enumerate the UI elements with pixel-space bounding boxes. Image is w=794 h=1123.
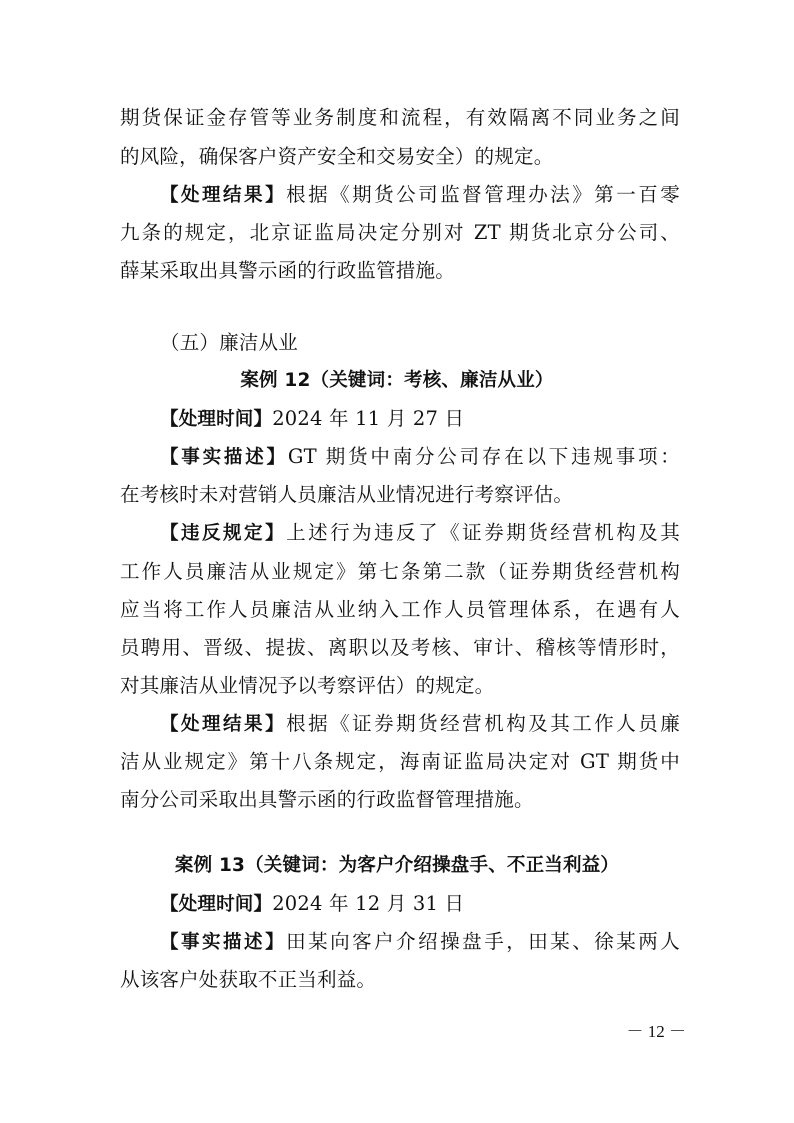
fact-text: GT 期货中南分公司存在以下违规事项： <box>287 445 680 468</box>
paragraph-line <box>160 183 680 208</box>
page-number: － 12 － <box>626 1022 686 1041</box>
fact-tag: 【事实描述】 <box>160 447 288 468</box>
case-13-time <box>160 892 680 917</box>
case-12-rule <box>160 521 680 546</box>
result-text: 根据《证券期货经营机构及其工作人员廉 <box>286 712 680 735</box>
paragraph-line: 工作人员廉洁从业规定》第七条第二款（证券期货经营机构 <box>120 560 680 583</box>
paragraph-line: 从该客户处获取不正当利益。 <box>120 968 377 991</box>
paragraph-line: 期货保证金存管等业务制度和流程，有效隔离不同业务之间 <box>120 106 680 129</box>
fact-tag: 【事实描述】 <box>160 932 287 953</box>
paragraph-line: 洁从业规定》第十八条规定，海南证监局决定对 GT 期货中 <box>120 750 680 773</box>
rule-text: 上述行为违反了《证券期货经营机构及其 <box>286 521 680 544</box>
paragraph-line: 九条的规定，北京证监局决定分别对 ZT 期货北京分公司、 <box>120 221 680 244</box>
result-text: 根据《期货公司监督管理办法》第一百零 <box>286 183 680 206</box>
case-12-title: 案例 12（关键词：考核、廉洁从业） <box>240 370 554 391</box>
case-12-fact <box>160 445 680 470</box>
time-tag: 【处理时间】 <box>160 409 273 430</box>
paragraph-line: 对其廉洁从业情况予以考察评估）的规定。 <box>120 674 495 697</box>
paragraph-line: 应当将工作人员廉洁从业纳入工作人员管理体系，在遇有人 <box>120 598 680 621</box>
case-12-time <box>160 407 680 432</box>
rule-tag: 【违反规定】 <box>160 523 287 544</box>
paragraph-line: 的风险，确保客户资产安全和交易安全）的规定。 <box>120 145 554 168</box>
paragraph-line: 员聘用、晋级、提拔、离职以及考核、审计、稽核等情形时， <box>120 636 680 659</box>
result-tag: 【处理结果】 <box>160 185 287 206</box>
paragraph-line: 在考核时未对营销人员廉洁从业情况进行考察评估。 <box>120 483 574 506</box>
case-13-title: 案例 13（关键词：为客户介绍操盘手、不正当利益） <box>174 855 620 876</box>
time-tag: 【处理时间】 <box>160 894 273 915</box>
time-value: 2024 年 12 月 31 日 <box>272 892 465 915</box>
result-tag: 【处理结果】 <box>160 714 287 735</box>
time-value: 2024 年 11 月 27 日 <box>272 407 465 430</box>
case-12-result <box>160 712 680 737</box>
paragraph-line: 薛某采取出具警示函的行政监管措施。 <box>120 259 455 282</box>
paragraph-line: 南分公司采取出具警示函的行政监督管理措施。 <box>120 788 534 811</box>
section-heading: （五）廉洁从业 <box>160 331 298 354</box>
case-13-fact <box>160 930 680 955</box>
fact-text: 田某向客户介绍操盘手，田某、徐某两人 <box>286 930 680 953</box>
